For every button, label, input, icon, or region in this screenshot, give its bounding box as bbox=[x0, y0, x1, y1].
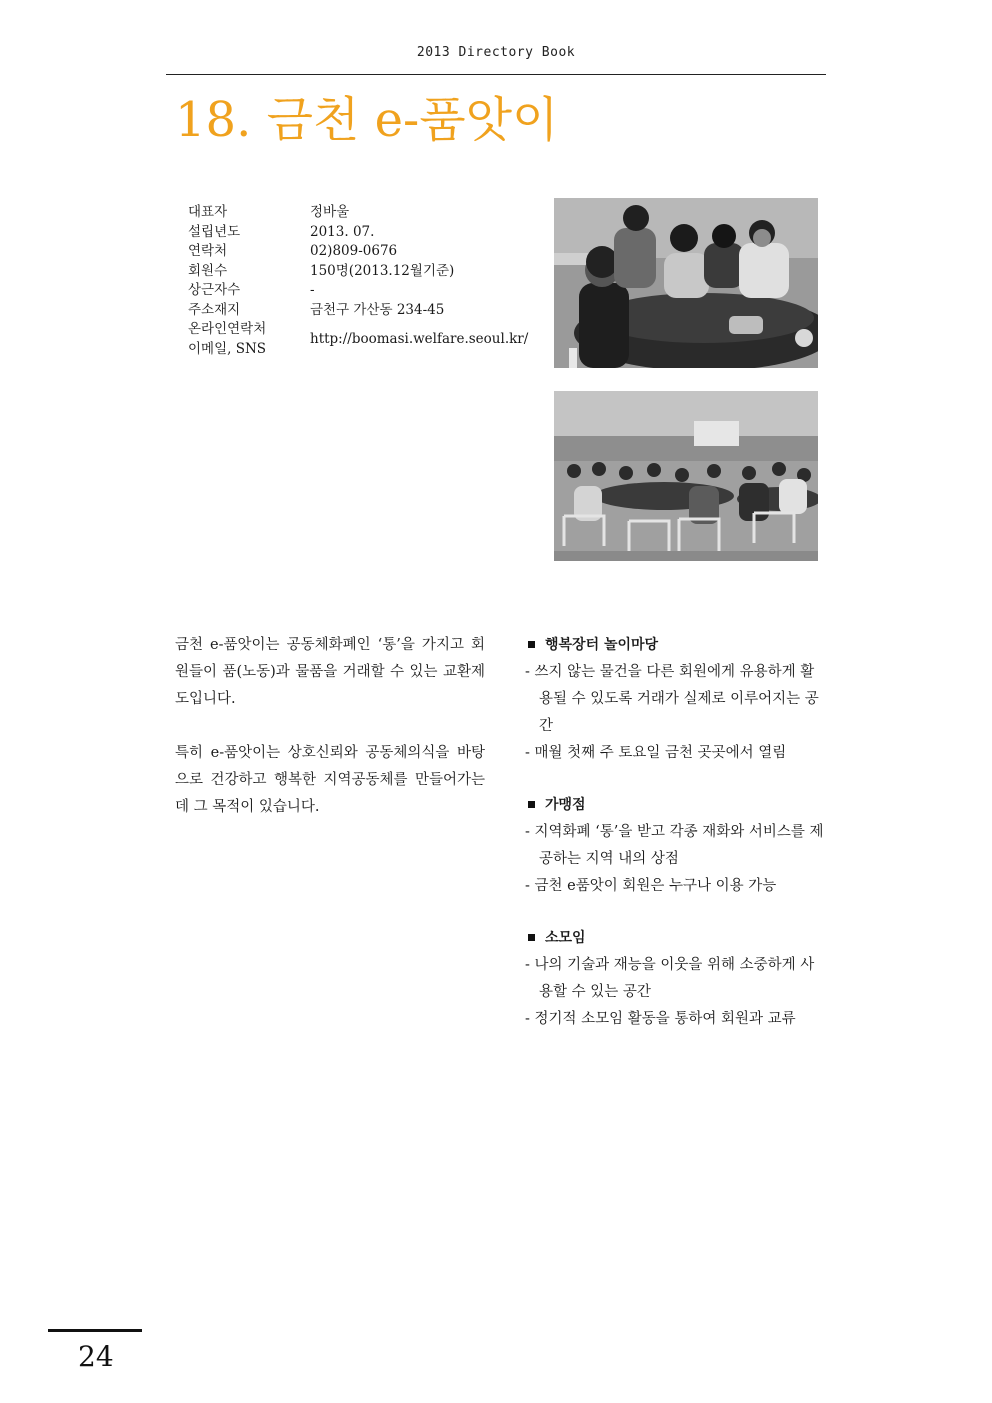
square-bullet-icon bbox=[528, 801, 535, 808]
header-divider bbox=[166, 74, 826, 75]
info-row bbox=[188, 223, 528, 243]
info-value: 02)809-0676 bbox=[310, 243, 398, 259]
info-value: 2013. 07. bbox=[310, 223, 375, 240]
feature-section bbox=[525, 632, 825, 767]
page-number: 24 bbox=[78, 1340, 114, 1373]
online-label-line-2: 이메일, SNS bbox=[188, 340, 267, 357]
feature-item: - 금천 e품앗이 회원은 누구나 이용 가능 bbox=[525, 878, 777, 894]
info-label-online bbox=[188, 320, 310, 359]
info-row-online bbox=[188, 320, 528, 359]
feature-list bbox=[525, 632, 825, 1058]
info-table bbox=[188, 203, 528, 359]
square-bullet-icon bbox=[528, 641, 535, 648]
info-row bbox=[188, 262, 528, 282]
photo-members-working bbox=[554, 198, 818, 368]
info-row bbox=[188, 203, 528, 223]
info-value: - bbox=[310, 282, 315, 298]
feature-section bbox=[525, 925, 825, 1033]
info-label: 대표자 bbox=[188, 204, 228, 220]
info-label: 설립년도 bbox=[188, 223, 241, 240]
info-value: 금천구 가산동 234-45 bbox=[310, 301, 445, 318]
info-value: 정바울 bbox=[310, 204, 350, 220]
feature-title: 가맹점 bbox=[525, 792, 825, 819]
info-row bbox=[188, 301, 528, 321]
square-bullet-icon bbox=[528, 934, 535, 941]
intro-text bbox=[175, 632, 485, 848]
feature-section bbox=[525, 792, 825, 900]
footer-divider bbox=[48, 1329, 142, 1332]
photo-meeting-hall bbox=[554, 391, 818, 561]
feature-item: - 쓰지 않는 물건을 다른 회원에게 유용하게 활용될 수 있도록 거래가 실제로 이루어지는 공간 bbox=[525, 664, 819, 734]
intro-paragraph: 특히 e-품앗이는 상호신뢰와 공동체의식을 바탕으로 건강하고 행복한 지역공동체를 만들어가는 데 그 목적이 있습니다. bbox=[175, 745, 485, 815]
header-title: 2013 Directory Book bbox=[416, 45, 576, 60]
feature-item: - 나의 기술과 재능을 이웃을 위해 소중하게 사용할 수 있는 공간 bbox=[525, 957, 815, 1000]
info-label: 상근자수 bbox=[188, 282, 241, 298]
info-row bbox=[188, 281, 528, 301]
feature-title: 소모임 bbox=[525, 925, 825, 952]
feature-title: 행복장터 놀이마당 bbox=[525, 632, 825, 659]
info-label: 연락처 bbox=[188, 243, 228, 259]
feature-item: - 매월 첫째 주 토요일 금천 곳곳에서 열림 bbox=[525, 745, 787, 761]
website-link[interactable]: http://boomasi.welfare.seoul.kr/ bbox=[310, 330, 529, 347]
feature-item: - 정기적 소모임 활동을 통하여 회원과 교류 bbox=[525, 1011, 796, 1027]
info-label: 주소재지 bbox=[188, 301, 241, 318]
info-value: 150명(2013.12월기준) bbox=[310, 262, 455, 279]
page-title: 18. 금천 e-품앗이 bbox=[175, 92, 559, 148]
info-row bbox=[188, 242, 528, 262]
info-label: 회원수 bbox=[188, 262, 228, 279]
online-label-line-1: 온라인연락처 bbox=[188, 321, 267, 337]
feature-item: - 지역화폐 ‘통’을 받고 각종 재화와 서비스를 제공하는 지역 내의 상점 bbox=[525, 824, 824, 867]
intro-paragraph: 금천 e-품앗이는 공동체화폐인 ‘통’을 가지고 회원들이 품(노동)과 물품을 거래할 수 있는 교환제도입니다. bbox=[175, 637, 485, 707]
